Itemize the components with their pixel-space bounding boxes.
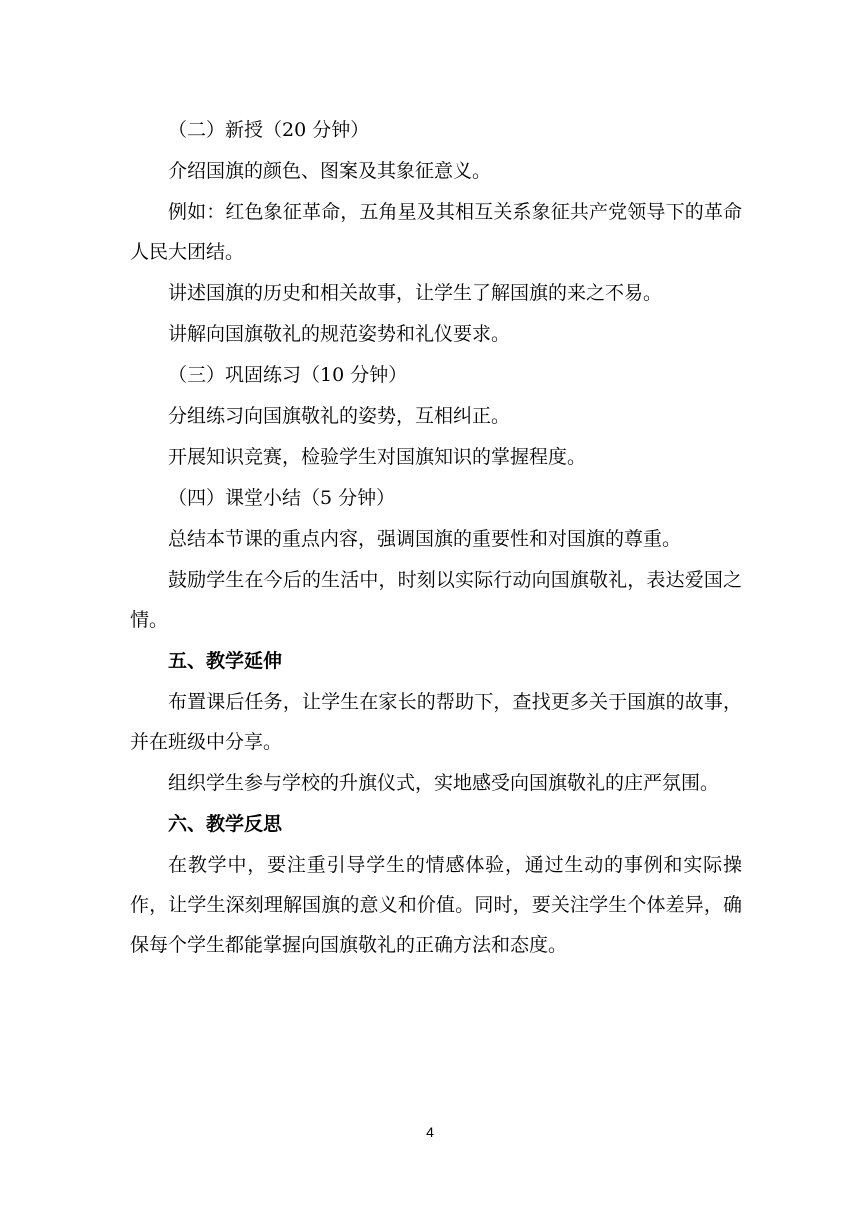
paragraph: 例如：红色象征革命，五角星及其相互关系象征共产党领导下的革命人民大团结。 [130, 201, 742, 263]
paragraph: 分组练习向国旗敬礼的姿势，互相纠正。 [168, 405, 511, 427]
paragraph: （二）新授（20 分钟） [168, 119, 370, 141]
paragraph: 鼓励学生在今后的生活中，时刻以实际行动向国旗敬礼，表达爱国之情。 [130, 569, 742, 631]
paragraph: 讲述国旗的历史和相关故事，让学生了解国旗的来之不易。 [168, 282, 663, 304]
section-heading: 五、教学延伸 [168, 650, 283, 672]
paragraph: 布置课后任务，让学生在家长的帮助下，查找更多关于国旗的故事，并在班级中分享。 [130, 691, 742, 753]
section-heading: 六、教学反思 [168, 813, 283, 835]
document-body [130, 110, 742, 966]
paragraph: 在教学中，要注重引导学生的情感体验，通过生动的事例和实际操作，让学生深刻理解国旗的意义和价值。同时，要关注学生个体差异，确保每个学生都能掌握向国旗敬礼的正确方法和态度。 [130, 854, 742, 956]
paragraph: 总结本节课的重点内容，强调国旗的重要性和对国旗的尊重。 [168, 528, 682, 550]
paragraph: 介绍国旗的颜色、图案及其象征意义。 [168, 160, 492, 182]
page-number: 4 [426, 1124, 434, 1140]
paragraph: （四）课堂小结（5 分钟） [168, 487, 396, 509]
paragraph: 组织学生参与学校的升旗仪式，实地感受向国旗敬礼的庄严氛围。 [168, 772, 720, 794]
paragraph: 开展知识竞赛，检验学生对国旗知识的掌握程度。 [168, 446, 587, 468]
paragraph: （三）巩固练习（10 分钟） [168, 364, 408, 386]
paragraph: 讲解向国旗敬礼的规范姿势和礼仪要求。 [168, 323, 511, 345]
